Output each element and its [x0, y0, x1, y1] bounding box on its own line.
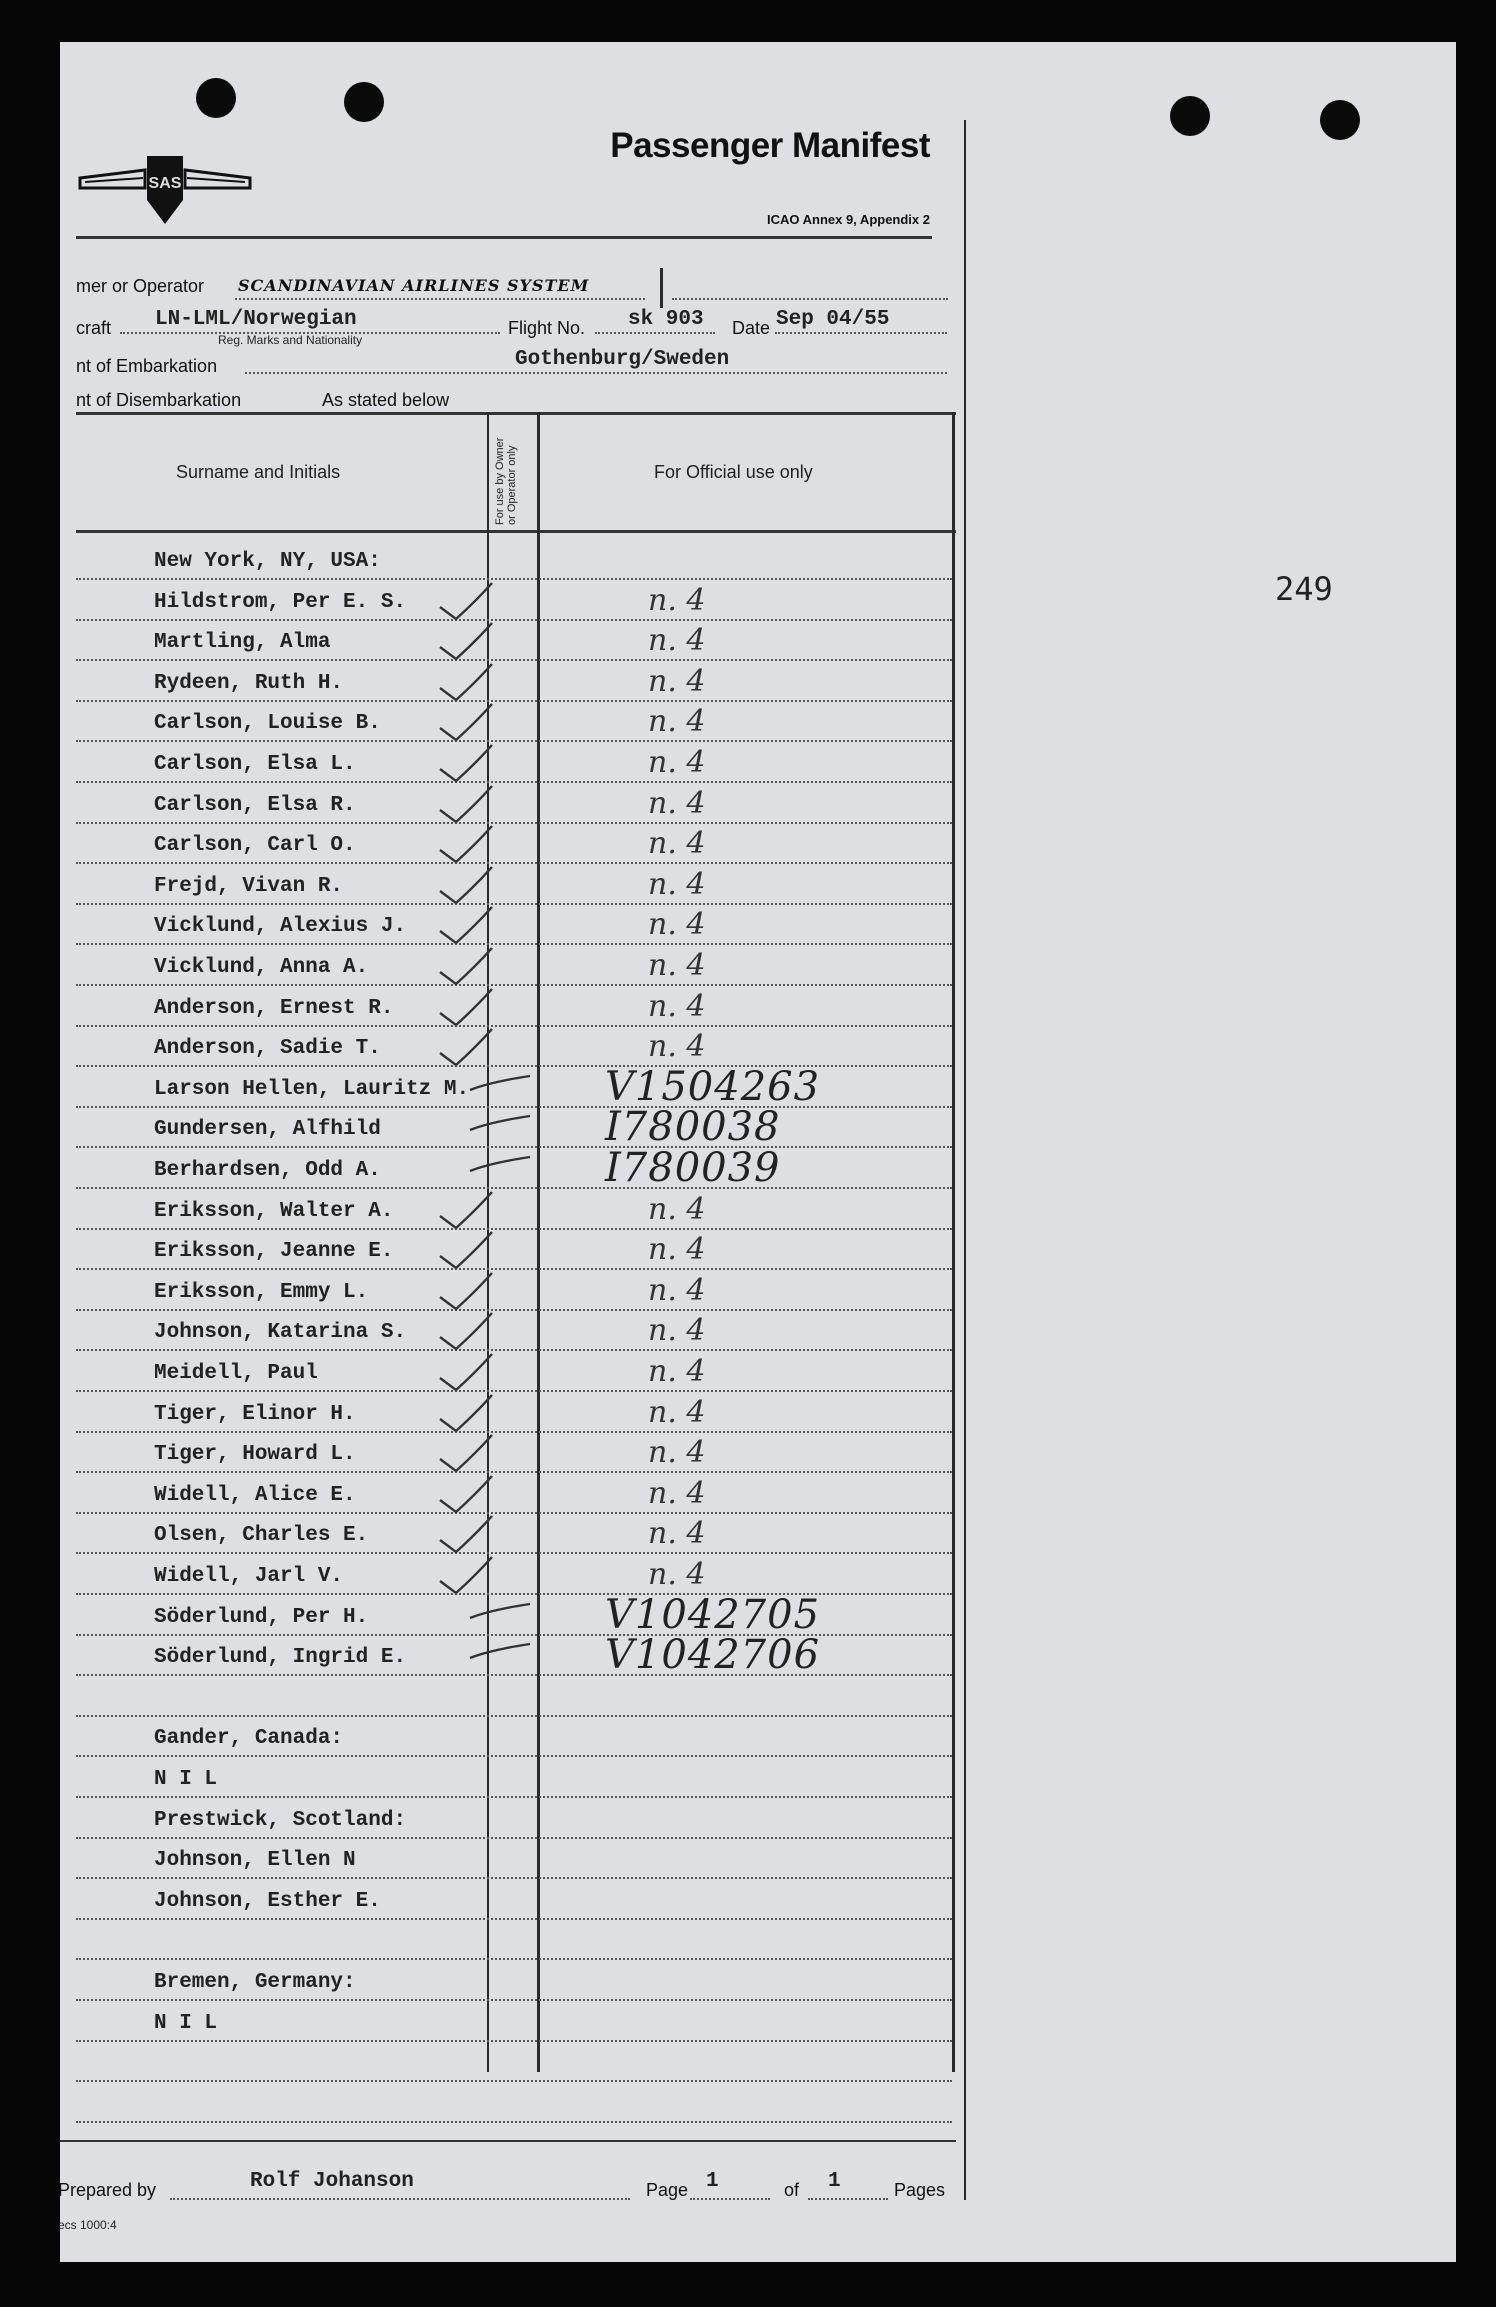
passenger-name: Carlson, Carl O.	[154, 834, 356, 858]
row-rule	[76, 2040, 952, 2042]
owner-value: SCANDINAVIAN AIRLINES SYSTEM	[238, 276, 590, 295]
passenger-name: Bremen, Germany:	[154, 1971, 356, 1994]
passenger-name: Söderlund, Ingrid E.	[154, 1646, 407, 1670]
passenger-name: Carlson, Elsa L.	[154, 753, 356, 776]
check-mark-icon	[380, 905, 540, 947]
date-value: Sep 04/55	[776, 308, 890, 331]
stamp-number: 249	[1275, 570, 1333, 608]
passenger-name: Frejd, Vivan R.	[154, 874, 344, 898]
check-mark-icon	[380, 946, 540, 988]
passenger-name: Larson Hellen, Lauritz M.	[154, 1077, 470, 1101]
col-owner-header: For use by Owner or Operator only	[494, 437, 518, 525]
official-entry: n. 4	[648, 1475, 706, 1511]
passenger-name: Tiger, Elinor H.	[154, 1402, 356, 1426]
official-entry: V1504263	[605, 1063, 821, 1110]
table-bottom-rule	[60, 2140, 956, 2142]
check-mark-icon	[380, 824, 540, 866]
row-rule	[76, 2121, 952, 2123]
passenger-name: Anderson, Ernest R.	[154, 996, 394, 1020]
aircraft-sublabel: Reg. Marks and Nationality	[218, 333, 363, 347]
passenger-name: Widell, Alice E.	[154, 1483, 356, 1507]
official-entry: I780039	[605, 1145, 781, 1191]
embarkation-label: nt of Embarkation	[76, 356, 218, 376]
punch-hole	[1320, 100, 1360, 140]
aircraft-value: LN-LML/Norwegian	[155, 308, 357, 331]
disembarkation-value: As stated below	[322, 390, 450, 410]
official-entry: n. 4	[648, 1516, 706, 1552]
prepared-label: Prepared by	[58, 2180, 157, 2200]
passenger-name: New York, NY, USA:	[154, 550, 381, 573]
table-top-rule	[76, 412, 956, 415]
official-entry: n. 4	[648, 1232, 706, 1268]
page-value: 1	[706, 2170, 719, 2193]
passenger-name: Widell, Jarl V.	[154, 1565, 344, 1588]
check-mark-icon	[380, 1596, 540, 1638]
check-mark-icon	[380, 987, 540, 1029]
row-rule	[76, 1715, 952, 1717]
passenger-name: Berhardsen, Odd A.	[154, 1159, 381, 1182]
official-entry: n. 4	[648, 1272, 706, 1308]
official-entry: n. 4	[648, 582, 706, 618]
passenger-name: Olsen, Charles E.	[154, 1524, 369, 1548]
official-entry: n. 4	[648, 826, 706, 862]
passenger-name: Johnson, Katarina S.	[154, 1321, 407, 1345]
pages-label: Pages	[894, 2180, 946, 2200]
official-entry: n. 4	[648, 785, 706, 821]
check-mark-icon	[380, 1433, 540, 1475]
check-mark-icon	[380, 1230, 540, 1272]
flight-value: sk 903	[628, 308, 704, 331]
check-mark-icon	[380, 784, 540, 826]
check-mark-icon	[380, 581, 540, 623]
punch-hole	[344, 82, 384, 122]
passenger-name: Hildstrom, Per E. S.	[154, 590, 407, 614]
check-mark-icon	[380, 621, 540, 663]
passenger-name: Rydeen, Ruth H.	[154, 671, 344, 695]
official-entry: V1042705	[605, 1591, 821, 1638]
official-entry: n. 4	[648, 948, 706, 983]
page-divider	[964, 120, 966, 2200]
check-mark-icon	[380, 1068, 540, 1110]
passenger-name: Meidell, Paul	[154, 1362, 318, 1385]
official-entry: n. 4	[648, 1313, 706, 1349]
check-mark-icon	[380, 1636, 540, 1678]
official-entry: n. 4	[648, 866, 706, 902]
passenger-name: Vicklund, Anna A.	[154, 956, 369, 979]
flight-line	[595, 332, 715, 334]
passenger-name: Martling, Alma	[154, 631, 331, 655]
date-line	[775, 332, 947, 334]
passenger-name: N I L	[154, 2011, 218, 2035]
row-rule	[76, 1877, 952, 1879]
row-rule	[76, 1918, 952, 1920]
check-mark-icon	[380, 702, 540, 744]
passenger-name: Johnson, Esther E.	[154, 1889, 381, 1913]
table-header-rule	[76, 530, 956, 533]
page-title: Passenger Manifest	[610, 126, 930, 165]
row-rule	[76, 1755, 952, 1757]
page-line	[690, 2198, 770, 2200]
col-official-header: For Official use only	[654, 462, 813, 482]
official-entry: n. 4	[648, 1394, 706, 1430]
official-entry: n. 4	[648, 988, 706, 1024]
passenger-name: Gundersen, Alfhild	[154, 1118, 381, 1142]
check-mark-icon	[380, 1352, 540, 1394]
official-entry: n. 4	[648, 745, 706, 780]
official-entry: n. 4	[648, 1435, 706, 1471]
row-rule	[76, 2080, 952, 2082]
official-entry: n. 4	[648, 1191, 706, 1227]
check-mark-icon	[380, 1393, 540, 1435]
passenger-name: Eriksson, Walter A.	[154, 1199, 394, 1223]
passenger-name: Söderlund, Per H.	[154, 1605, 369, 1629]
passenger-name: Tiger, Howard L.	[154, 1443, 356, 1467]
of-value: 1	[828, 2170, 841, 2193]
embarkation-line	[245, 372, 947, 374]
punch-hole	[1170, 96, 1210, 136]
svg-text:SAS: SAS	[148, 175, 182, 192]
prepared-value: Rolf Johanson	[250, 2170, 414, 2193]
header-rule	[76, 236, 932, 239]
passenger-name: Anderson, Sadie T.	[154, 1037, 381, 1061]
check-mark-icon	[380, 1190, 540, 1232]
check-mark-icon	[380, 1474, 540, 1516]
passenger-name: Gander, Canada:	[154, 1727, 344, 1751]
col-divider-right	[952, 412, 955, 2072]
check-mark-icon	[380, 1311, 540, 1353]
disembarkation-label: nt of Disembarkation	[76, 390, 242, 410]
official-entry: n. 4	[648, 907, 706, 943]
passenger-name: N I L	[154, 1768, 218, 1791]
check-mark-icon	[380, 1027, 540, 1069]
official-entry: V1042706	[605, 1632, 821, 1679]
row-rule	[76, 1796, 952, 1798]
passenger-name: Carlson, Louise B.	[154, 712, 381, 736]
check-mark-icon	[380, 1149, 540, 1191]
of-line	[808, 2198, 888, 2200]
official-entry: n. 4	[648, 1557, 706, 1592]
check-mark-icon	[380, 743, 540, 785]
of-label: of	[784, 2180, 800, 2200]
embarkation-value: Gothenburg/Sweden	[515, 348, 730, 371]
owner-line	[235, 298, 645, 300]
owner-divider	[660, 268, 663, 308]
official-entry: I780038	[605, 1104, 781, 1151]
owner-label: mer or Operator	[76, 276, 205, 296]
check-mark-icon	[380, 1271, 540, 1313]
aircraft-line	[120, 332, 500, 334]
passenger-name: Vicklund, Alexius J.	[154, 915, 407, 939]
form-code: ecs 1000:4	[58, 2218, 117, 2232]
aircraft-label: craft	[76, 318, 112, 338]
official-entry: n. 4	[648, 1354, 706, 1389]
official-entry: n. 4	[648, 704, 706, 740]
row-rule	[76, 1999, 952, 2001]
check-mark-icon	[380, 865, 540, 907]
official-entry: n. 4	[648, 1029, 706, 1065]
owner-line-right	[672, 298, 948, 300]
date-label: Date	[732, 318, 771, 338]
punch-hole	[196, 78, 236, 118]
airline-logo-icon	[75, 148, 255, 228]
passenger-name: Eriksson, Emmy L.	[154, 1280, 369, 1304]
flight-label: Flight No.	[508, 318, 586, 338]
check-mark-icon	[380, 1514, 540, 1556]
row-rule	[76, 1958, 952, 1960]
official-entry: n. 4	[648, 623, 706, 659]
check-mark-icon	[380, 1108, 540, 1150]
page-subtitle: ICAO Annex 9, Appendix 2	[766, 212, 930, 227]
col-surname-header: Surname and Initials	[176, 462, 341, 482]
check-mark-icon	[380, 1555, 540, 1597]
prepared-line	[170, 2198, 630, 2200]
passenger-name: Johnson, Ellen N	[154, 1849, 356, 1873]
row-rule	[76, 1837, 952, 1839]
passenger-name: Eriksson, Jeanne E.	[154, 1240, 394, 1264]
official-entry: n. 4	[648, 663, 706, 699]
page-label: Page	[646, 2180, 689, 2200]
passenger-name: Carlson, Elsa R.	[154, 793, 356, 817]
passenger-name: Prestwick, Scotland:	[154, 1808, 407, 1832]
check-mark-icon	[380, 662, 540, 704]
